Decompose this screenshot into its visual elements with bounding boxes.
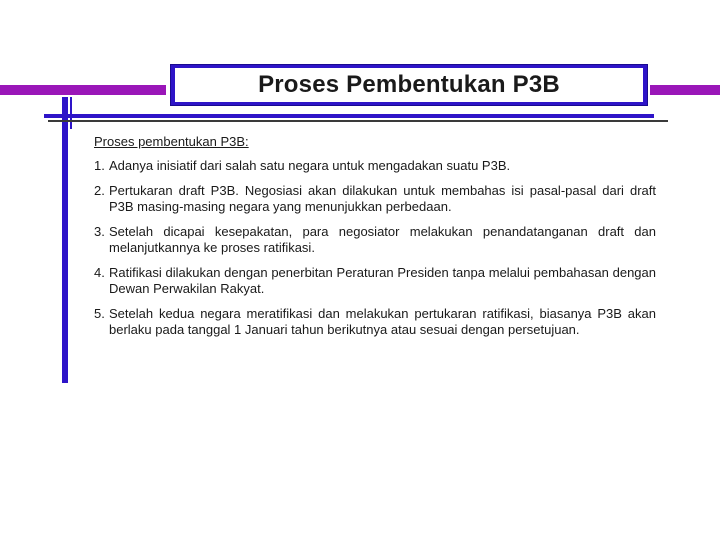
list-item-number: 3. [94, 224, 105, 239]
list-item [94, 265, 656, 297]
vertical-rule-accent [70, 97, 72, 129]
list-item-number: 5. [94, 306, 105, 321]
list-item-text: Setelah kedua negara meratifikasi dan melakukan pertukaran ratifikasi, biasanya P3B akan berlaku pada tanggal 1 Januari tahun berikutnya atau sesuai dengan persetujuan. [109, 306, 656, 337]
list-item-text: Pertukaran draft P3B. Negosiasi akan dilakukan untuk membahas isi pasal-pasal dari draft P3B masing-masing negara yang menunjukkan perbedaan. [109, 183, 656, 214]
section-subheading: Proses pembentukan P3B: [94, 134, 249, 149]
list-item [94, 158, 656, 174]
slide-body [94, 134, 656, 347]
list-item-number: 1. [94, 158, 105, 173]
list-item [94, 183, 656, 215]
list-item-text: Adanya inisiatif dari salah satu negara untuk mengadakan suatu P3B. [109, 158, 511, 173]
list-item-text: Setelah dicapai kesepakatan, para negosiator melakukan penandatanganan draft dan melanjutkannya ke proses ratifikasi. [109, 224, 656, 255]
decorative-bar-right [650, 85, 720, 95]
title-frame [170, 64, 648, 106]
list-item-number: 2. [94, 183, 105, 198]
horizontal-rule [44, 114, 654, 118]
horizontal-rule-shadow [48, 120, 668, 122]
list-item-number: 4. [94, 265, 105, 280]
slide-title: Proses Pembentukan P3B [258, 71, 560, 98]
title-panel [175, 68, 643, 102]
vertical-rule [62, 97, 68, 383]
list-item-text: Ratifikasi dilakukan dengan penerbitan Peraturan Presiden tanpa melalui pembahasan dengan Dewan Perwakilan Rakyat. [109, 265, 656, 296]
list-item [94, 224, 656, 256]
list-item [94, 306, 656, 338]
decorative-bar-left [0, 85, 166, 95]
